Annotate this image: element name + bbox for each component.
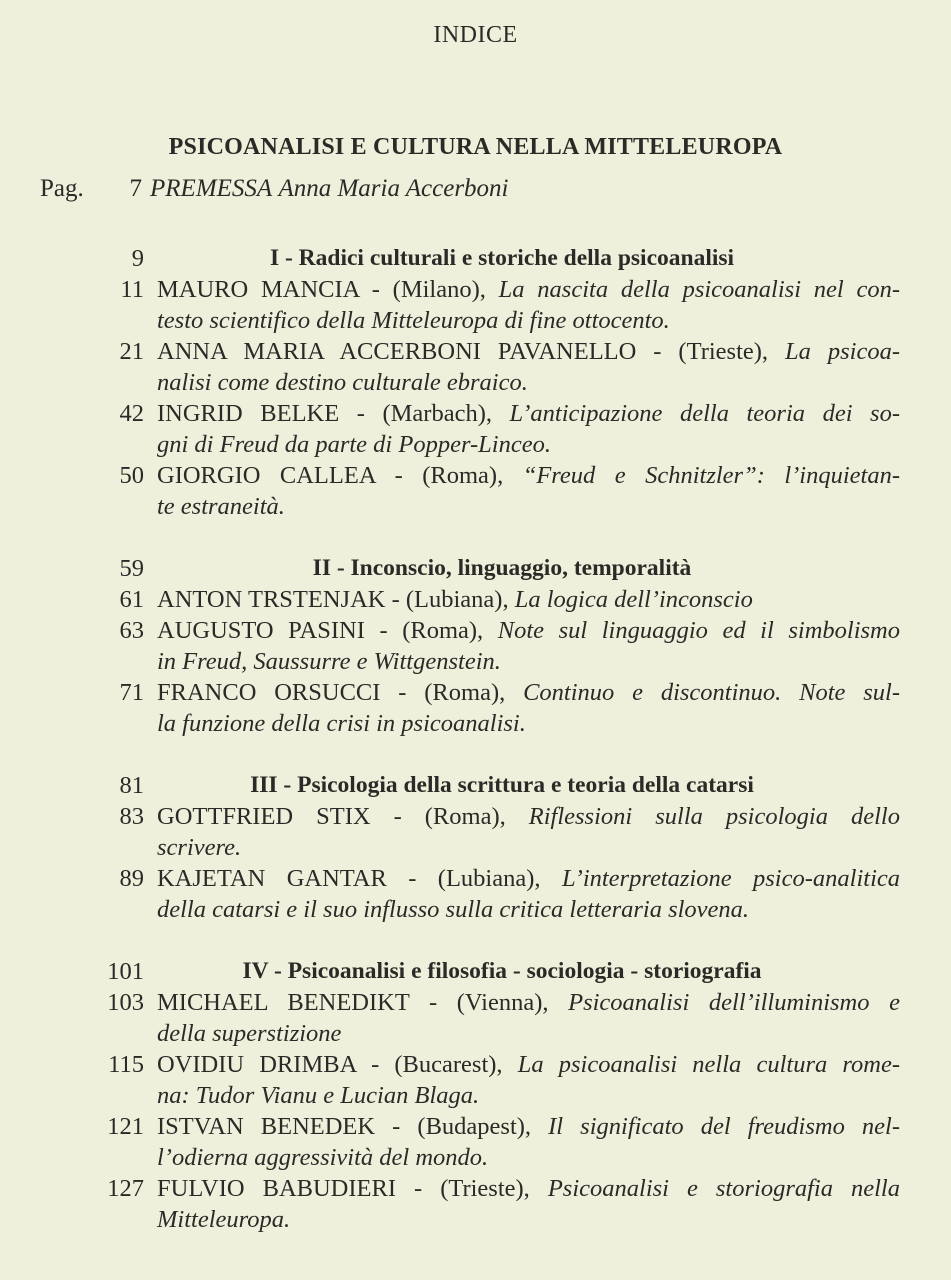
essay-title: Psicoanalisi e storiografia nella xyxy=(547,1175,900,1202)
page-number: 42 xyxy=(119,400,144,427)
essay-title: Note sul linguaggio ed il simbolismo xyxy=(497,617,900,644)
page-number: 71 xyxy=(119,679,144,706)
essay-title: Continuo e discontinuo. Note sul- xyxy=(523,679,900,706)
entry-first-line xyxy=(0,398,951,429)
toc-section xyxy=(0,553,951,739)
toc-entry xyxy=(0,987,951,1049)
entry-continuation-line xyxy=(0,305,951,336)
entry-first-line xyxy=(0,1111,951,1142)
author-and-place: KAJETAN GANTAR - (Lubiana), xyxy=(157,865,562,892)
essay-title: La psicoa- xyxy=(785,338,901,365)
entry-continuation-line xyxy=(0,646,951,677)
page-number: 103 xyxy=(107,989,144,1016)
section-title: IV - Psicoanalisi e filosofia - sociologia - storiografia xyxy=(242,958,762,984)
author-and-place: FRANCO ORSUCCI - (Roma), xyxy=(157,679,524,706)
entry-first-line xyxy=(0,1173,951,1204)
essay-title: nalisi come destino culturale ebraico. xyxy=(157,369,528,396)
essay-title: “Freud e Schnitzler”: l’inquietan- xyxy=(522,462,900,489)
section-title: I - Radici culturali e storiche della psicoanalisi xyxy=(269,245,735,271)
toc-section xyxy=(0,956,951,1235)
entry-first-line xyxy=(0,863,951,894)
entry-line xyxy=(157,305,900,336)
entry-line xyxy=(157,460,900,491)
essay-title: scrivere. xyxy=(157,834,242,861)
entry-line xyxy=(157,801,900,832)
entry-line xyxy=(157,677,900,708)
essay-title: in Freud, Saussurre e Wittgenstein. xyxy=(157,648,501,675)
entry-line xyxy=(157,1142,900,1173)
page-number: 59 xyxy=(119,555,144,582)
essay-title: della superstizione xyxy=(157,1020,342,1047)
entry-line xyxy=(157,429,900,460)
book-title: PSICOANALISI E CULTURA NELLA MITTELEUROPA xyxy=(168,134,783,160)
entry-continuation-line xyxy=(0,1080,951,1111)
table-of-contents xyxy=(0,243,951,1266)
author-and-place: AUGUSTO PASINI - (Roma), xyxy=(157,617,498,644)
section-title: II - Inconscio, linguaggio, temporalità xyxy=(312,555,692,581)
essay-title: la funzione della crisi in psicoanalisi. xyxy=(157,710,526,737)
page-number: 11 xyxy=(120,276,144,303)
author-and-place: INGRID BELKE - (Marbach), xyxy=(157,400,510,427)
entry-line xyxy=(157,894,900,925)
page-number: 127 xyxy=(107,1175,144,1202)
page-number: 81 xyxy=(119,772,144,799)
page-number: 63 xyxy=(119,617,144,644)
entry-line xyxy=(157,1080,900,1111)
essay-title: na: Tudor Vianu e Lucian Blaga. xyxy=(157,1082,480,1109)
page-number: 9 xyxy=(131,245,144,272)
entry-line xyxy=(157,987,900,1018)
entry-continuation-line xyxy=(0,832,951,863)
toc-entry xyxy=(0,398,951,460)
entry-first-line xyxy=(0,677,951,708)
author-and-place: GIORGIO CALLEA - (Roma), xyxy=(157,462,523,489)
entry-line xyxy=(157,398,900,429)
toc-section xyxy=(0,770,951,925)
toc-entry xyxy=(0,1173,951,1235)
toc-entry xyxy=(0,801,951,863)
entry-continuation-line xyxy=(0,708,951,739)
toc-entry xyxy=(0,677,951,739)
essay-title: Il significato del freudismo nel- xyxy=(548,1113,900,1140)
page-heading: INDICE xyxy=(433,22,518,48)
page-number: 61 xyxy=(119,586,144,613)
entry-continuation-line xyxy=(0,1018,951,1049)
entry-first-line xyxy=(0,987,951,1018)
essay-title: La nascita della psicoanalisi nel con- xyxy=(498,276,900,303)
page-number: 83 xyxy=(119,803,144,830)
pag-label: Pag. xyxy=(40,175,84,202)
toc-entry xyxy=(0,863,951,925)
toc-entry xyxy=(0,615,951,677)
essay-title: L’interpretazione psico-analitica xyxy=(561,865,900,892)
premessa-author: Anna Maria Accerboni xyxy=(278,175,509,202)
essay-title: Riflessioni sulla psicologia dello xyxy=(528,803,900,830)
entry-line xyxy=(157,367,900,398)
entry-line xyxy=(157,1204,900,1235)
essay-title: della catarsi e il suo influsso sulla critica letteraria slovena. xyxy=(157,896,750,923)
toc-entry xyxy=(0,274,951,336)
entry-line xyxy=(157,1111,900,1142)
entry-first-line xyxy=(0,801,951,832)
entry-first-line xyxy=(0,274,951,305)
toc-entry xyxy=(0,1049,951,1111)
author-and-place: ISTVAN BENEDEK - (Budapest), xyxy=(157,1113,549,1140)
toc-section xyxy=(0,243,951,522)
essay-title: gni di Freud da parte di Popper-Linceo. xyxy=(157,431,551,458)
author-and-place: MAURO MANCIA - (Milano), xyxy=(157,276,499,303)
page-number: 89 xyxy=(119,865,144,892)
toc-entry xyxy=(0,460,951,522)
essay-title: La psicoanalisi nella cultura rome- xyxy=(517,1051,900,1078)
toc-entry xyxy=(0,584,951,615)
entry-first-line xyxy=(0,336,951,367)
essay-title: La logica dell’inconscio xyxy=(514,586,753,613)
entry-line xyxy=(157,863,900,894)
entry-first-line xyxy=(0,615,951,646)
page-number: 115 xyxy=(108,1051,144,1078)
section-heading-row xyxy=(0,956,951,987)
author-and-place: ANTON TRSTENJAK - (Lubiana), xyxy=(157,586,515,613)
essay-title: Mitteleuropa. xyxy=(157,1206,291,1233)
entry-first-line xyxy=(0,460,951,491)
entry-line xyxy=(157,708,900,739)
entry-continuation-line xyxy=(0,894,951,925)
author-and-place: ANNA MARIA ACCERBONI PAVANELLO - (Trieste), xyxy=(157,338,786,365)
toc-entry xyxy=(0,336,951,398)
essay-title: testo scientifico della Mitteleuropa di fine ottocento. xyxy=(157,307,670,334)
entry-line xyxy=(157,1173,900,1204)
section-title: III - Psicologia della scrittura e teoria della catarsi xyxy=(250,772,754,798)
entry-line xyxy=(157,336,900,367)
section-heading-row xyxy=(0,553,951,584)
page-number: 101 xyxy=(107,958,144,985)
premessa-entry xyxy=(40,175,509,203)
entry-continuation-line xyxy=(0,1142,951,1173)
page-number: 50 xyxy=(119,462,144,489)
toc-entry xyxy=(0,1111,951,1173)
entry-line xyxy=(157,615,900,646)
premessa-title: PREMESSA xyxy=(150,175,273,202)
author-and-place: OVIDIU DRIMBA - (Bucarest), xyxy=(157,1051,518,1078)
essay-title: Psicoanalisi dell’illuminismo e xyxy=(568,989,900,1016)
entry-line xyxy=(157,274,900,305)
author-and-place: GOTTFRIED STIX - (Roma), xyxy=(157,803,529,830)
essay-title: l’odierna aggressività del mondo. xyxy=(157,1144,489,1171)
entry-continuation-line xyxy=(0,429,951,460)
entry-line xyxy=(157,1049,900,1080)
entry-line xyxy=(157,491,900,522)
entry-line xyxy=(157,1018,900,1049)
section-heading-row xyxy=(0,243,951,274)
author-and-place: FULVIO BABUDIERI - (Trieste), xyxy=(157,1175,548,1202)
entry-line xyxy=(157,646,900,677)
page-number: 7 xyxy=(129,175,142,202)
page-number: 121 xyxy=(107,1113,144,1140)
essay-title: te estraneità. xyxy=(157,493,285,520)
entry-continuation-line xyxy=(0,367,951,398)
entry-line xyxy=(157,584,900,615)
entry-continuation-line xyxy=(0,1204,951,1235)
essay-title: L’anticipazione della teoria dei so- xyxy=(509,400,900,427)
entry-line xyxy=(157,832,900,863)
page-number: 21 xyxy=(119,338,144,365)
author-and-place: MICHAEL BENEDIKT - (Vienna), xyxy=(157,989,569,1016)
section-heading-row xyxy=(0,770,951,801)
entry-first-line xyxy=(0,1049,951,1080)
entry-continuation-line xyxy=(0,491,951,522)
entry-first-line xyxy=(0,584,951,615)
